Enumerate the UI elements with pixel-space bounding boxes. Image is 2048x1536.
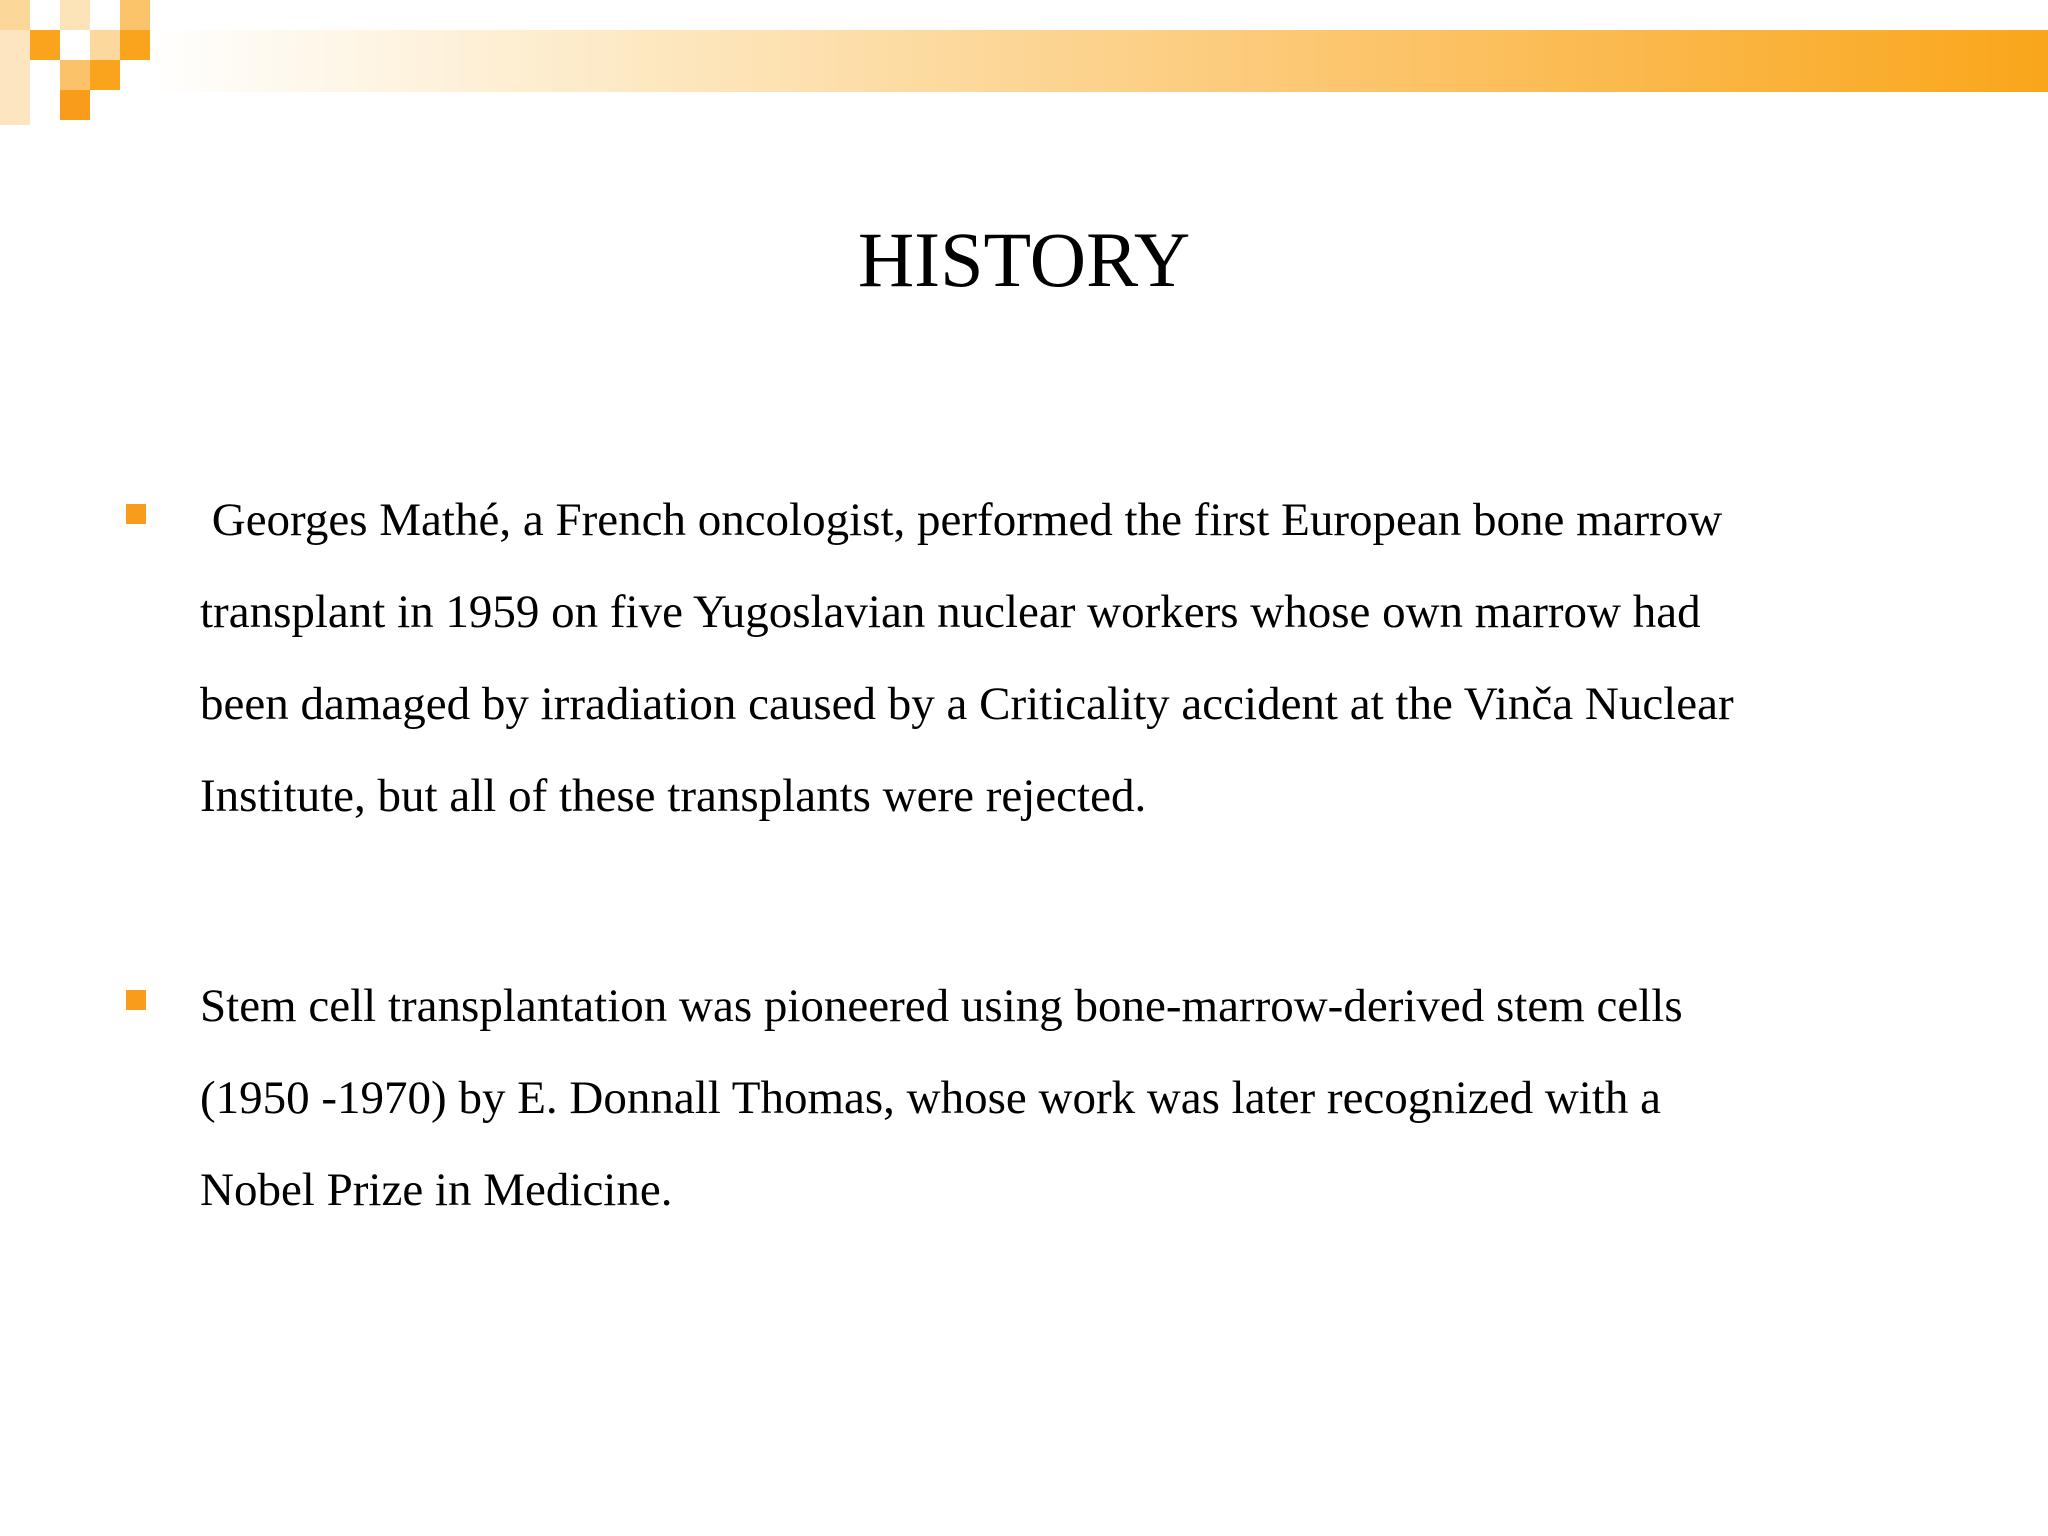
bullet-1-line-4: Institute, but all of these transplants were rejected. xyxy=(200,770,1147,822)
bullet-2-line-1: Stem cell transplantation was pioneered using bone-marrow-derived stem cells xyxy=(200,980,1683,1032)
bullet-square-icon xyxy=(126,504,146,524)
bullet-square-icon xyxy=(126,990,146,1010)
bullet-2-line-2: (1950 -1970) by E. Donnall Thomas, whose work was later recognized with a xyxy=(200,1072,1661,1124)
bullet-2-line-3: Nobel Prize in Medicine. xyxy=(200,1164,673,1216)
decorative-squares-logo xyxy=(0,0,160,125)
bullet-1-line-3: been damaged by irradiation caused by a Criticality accident at the Vinča Nuclear xyxy=(200,678,1734,730)
slide-title: HISTORY xyxy=(857,216,1191,303)
bullet-1-line-1: Georges Mathé, a French oncologist, performed the first European bone marrow xyxy=(200,494,1723,546)
bullet-text-1 xyxy=(200,474,1900,842)
header-gradient-bar xyxy=(150,30,2048,92)
bullet-1-line-2: transplant in 1959 on five Yugoslavian nuclear workers whose own marrow had xyxy=(200,586,1701,638)
bullet-text-2 xyxy=(200,960,1900,1236)
